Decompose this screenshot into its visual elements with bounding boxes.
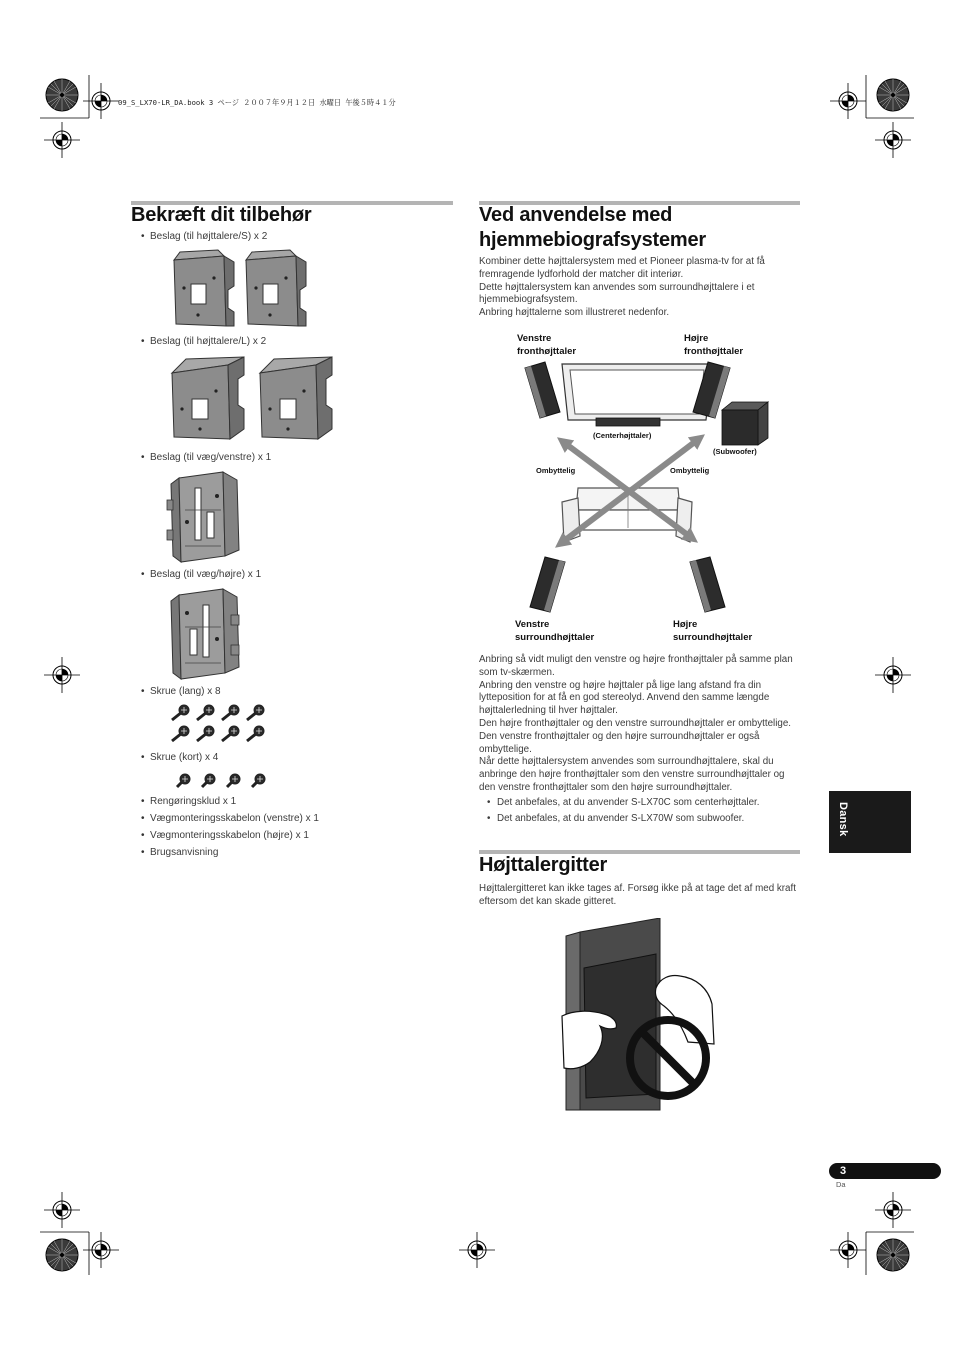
crop-mark-bottom-center [459, 1232, 495, 1268]
page-language-code: Da [836, 1180, 846, 1189]
bracket-l-1 [172, 357, 244, 439]
intro-paragraph: Dette højttalersystem kan anvendes som surroundhøjttalere i et hjemmebiografsystem. [479, 281, 755, 306]
page-number-badge [829, 1163, 941, 1179]
crop-mark-bottom-left [40, 1192, 119, 1275]
label-swap-right: Ombyttelig [670, 466, 710, 475]
body-paragraph: Anbring så vidt muligt den venstre og højre fronthøjttaler på samme plan som tv-skærmen. [479, 654, 793, 678]
grille-heading: Højttalergitter [479, 854, 608, 876]
label-right-front: Højre fronthøjttaler [684, 333, 744, 357]
home-theater-intro [479, 256, 801, 320]
crop-mark-top-left [40, 75, 119, 158]
label-left-surround: Venstre surroundhøjttaler [515, 619, 595, 643]
screw-icon [177, 774, 190, 787]
label-center: (Centerhøjttaler) [593, 431, 652, 440]
accessory-item: • Skrue (kort) x 4 [141, 752, 218, 764]
right-surround-speaker [690, 557, 725, 612]
accessory-item: • Skrue (lang) x 8 [141, 686, 221, 698]
grille-removal-prohibited-illustration [560, 918, 720, 1113]
recommendation-item: • Det anbefales, at du anvender S-LX70W som subwoofer. [479, 813, 801, 826]
screw-icon [252, 774, 265, 787]
language-tab [829, 791, 911, 853]
screw-icon [202, 774, 215, 787]
bracket-s-1 [174, 250, 234, 326]
crop-mark-bottom-right [830, 1192, 914, 1275]
screws-long-image [168, 703, 268, 747]
bracket-s-2 [246, 250, 306, 326]
accessory-item: • Beslag (til højttalere/L) x 2 [141, 336, 266, 348]
accessory-item: • Vægmonteringsskabelon (højre) x 1 [141, 830, 309, 842]
accessories-heading: Bekræft dit tilbehør [131, 204, 312, 226]
screw-icon [247, 705, 264, 720]
screw-icon [247, 726, 264, 741]
screw-icon [222, 705, 239, 720]
intro-paragraph: Kombiner dette højttalersystem med et Pioneer plasma-tv for at få fremragende lydforhold der matcher dit interiør. [479, 256, 765, 280]
screws-short-image [168, 770, 268, 794]
body-paragraph: Anbring den venstre og højre højttaler på lige lang afstand fra din lytteposition for at få en god stereolyd. Anvend den samme længde højttalerledning til hver højttaler. [479, 679, 770, 717]
speaker-placement-diagram [500, 330, 790, 625]
bracket-wall-right-image [165, 587, 250, 682]
print-header: 09_S_LX70-LR_DA.book 3 ページ ２００７年９月１２日 水曜日 午後５時４１分 [118, 98, 396, 107]
body-paragraph: Den højre fronthøjttaler og den venstre surroundhøjttaler er ombyttelige. Den venstre fronthøjttaler og den højre surroundhøjttaler er også ombyttelige. [479, 717, 792, 755]
bracket-speaker-s-image [166, 248, 311, 332]
home-theater-body [479, 654, 801, 828]
label-subwoofer: (Subwoofer) [713, 447, 757, 456]
accessory-item: • Beslag (til væg/venstre) x 1 [141, 452, 271, 464]
screw-icon [222, 726, 239, 741]
accessory-item: • Rengøringsklud x 1 [141, 796, 236, 808]
recommendation-list [479, 797, 801, 826]
grille-text-block [479, 883, 801, 909]
label-right-surround: Højre surroundhøjttaler [673, 619, 753, 643]
right-hand [655, 976, 714, 1045]
accessory-item: • Beslag (til væg/højre) x 1 [141, 569, 261, 581]
left-front-speaker [525, 362, 560, 418]
television [562, 364, 712, 420]
bracket-l-2 [260, 357, 332, 439]
screw-icon [172, 705, 189, 720]
screw-icon [227, 774, 240, 787]
accessory-item: • Vægmonteringsskabelon (venstre) x 1 [141, 813, 319, 825]
center-speaker [596, 418, 660, 426]
intro-paragraph: Anbring højttalerne som illustreret nedenfor. [479, 307, 670, 319]
bracket-speaker-l-image [166, 355, 346, 445]
body-paragraph: Når dette højttalersystem anvendes som surroundhøjttalere, skal du anbringe den højre fronthøjttaler som den venstre surroundhøjttaler og den venstre fronthøjttaler som den højre surroundhøjttaler. [479, 756, 785, 793]
crop-mark-top-right [830, 75, 914, 158]
label-swap-left: Ombyttelig [536, 466, 576, 475]
page-number: 3 [840, 1165, 847, 1177]
recommendation-item: • Det anbefales, at du anvender S-LX70C som centerhøjttaler. [479, 797, 801, 810]
label-left-front: Venstre fronthøjttaler [517, 333, 577, 357]
subwoofer [722, 402, 768, 445]
accessory-item: • Beslag (til højttalere/S) x 2 [141, 231, 267, 243]
screw-icon [197, 705, 214, 720]
screw-icon [197, 726, 214, 741]
left-surround-speaker [530, 557, 565, 612]
grille-paragraph: Højttalergitteret kan ikke tages af. Forsøg ikke på at tage det af med kraft eftersom det kan skade gitteret. [479, 883, 796, 907]
language-tab-label: Dansk [837, 802, 849, 837]
accessory-item: • Brugsanvisning [141, 847, 218, 859]
home-theater-heading: Ved anvendelse med hjemmebiografsystemer [479, 204, 707, 251]
bracket-wall-left-image [165, 470, 250, 565]
screw-icon [172, 726, 189, 741]
